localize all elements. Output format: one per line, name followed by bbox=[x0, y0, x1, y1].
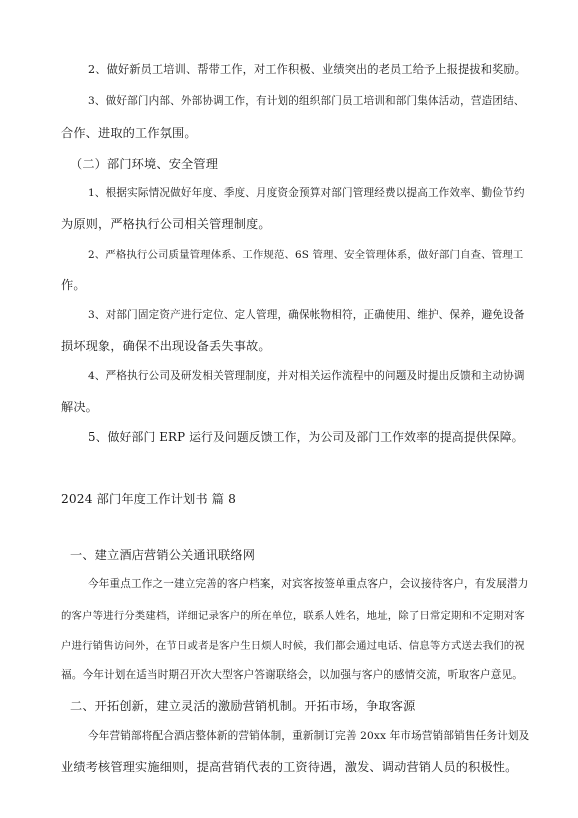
section-heading: （二）部门环境、安全管理 bbox=[70, 157, 219, 171]
section-heading: 一、建立酒店营销公关通讯联络网 bbox=[70, 548, 256, 562]
text-line: 今年营销部将配合酒店整体新的营销体制，重新制订完善 20xx 年市场营销部销售任务计划及 bbox=[88, 730, 530, 742]
text-line: 合作、进取的工作氛围。 bbox=[61, 126, 197, 140]
text-line: 1、根据实际情况做好年度、季度、月度资金预算对部门管理经费以提高工作效率、勤俭节约 bbox=[88, 187, 525, 199]
text-line: 3、做好部门内部、外部协调工作，有计划的组织部门员工培训和部门集体活动，营造团结、 bbox=[88, 95, 525, 107]
text-line: 的客户等进行分类建档，详细记录客户的所在单位，联系人姓名，地址，除了日常定期和不定期对客 bbox=[61, 610, 525, 622]
section-title: 2024 部门年度工作计划书 篇 8 bbox=[61, 492, 236, 506]
text-line: 作。 bbox=[61, 278, 86, 292]
text-line: 5、做好部门 ERP 运行及问题反馈工作，为公司及部门工作效率的提高提供保障。 bbox=[88, 430, 524, 444]
text-line: 为原则，严格执行公司相关管理制度。 bbox=[61, 217, 271, 231]
text-line: 业绩考核管理实施细则，提高营销代表的工资待遇，激发、调动营销人员的积极性。 bbox=[61, 760, 518, 774]
text-line: 户进行销售访问外，在节日或者是客户生日烦人时候，我们都会通过电话、信息等方式送去我们的祝 bbox=[61, 640, 525, 652]
text-line: 今年重点工作之一建立完善的客户档案，对宾客按签单重点客户，会议接待客户，有发展潜力 bbox=[88, 578, 529, 590]
text-line: 2、做好新员工培训、帮带工作，对工作积极、业绩突出的老员工给予上报提拔和奖励。 bbox=[88, 63, 527, 76]
text-line: 3、对部门固定资产进行定位、定人管理，确保帐物相符，正确使用、维护、保养，避免设备 bbox=[88, 309, 525, 321]
text-line: 4、严格执行公司及研发相关管理制度，并对相关运作流程中的问题及时提出反馈和主动协调 bbox=[88, 370, 525, 382]
text-line: 损坏现象，确保不出现设备丢失事故。 bbox=[61, 339, 271, 353]
text-line: 福。今年计划在适当时期召开次大型客户答谢联络会，以加强与客户的感情交流，听取客户意见。 bbox=[61, 669, 523, 681]
section-heading: 二、开拓创新，建立灵活的激励营销机制。开拓市场，争取客源 bbox=[70, 699, 416, 713]
text-line: 2、严格执行公司质量管理体系、工作规范、6S 管理、安全管理体系，做好部门自查、管理工 bbox=[88, 249, 524, 261]
text-line: 解决。 bbox=[61, 400, 99, 414]
